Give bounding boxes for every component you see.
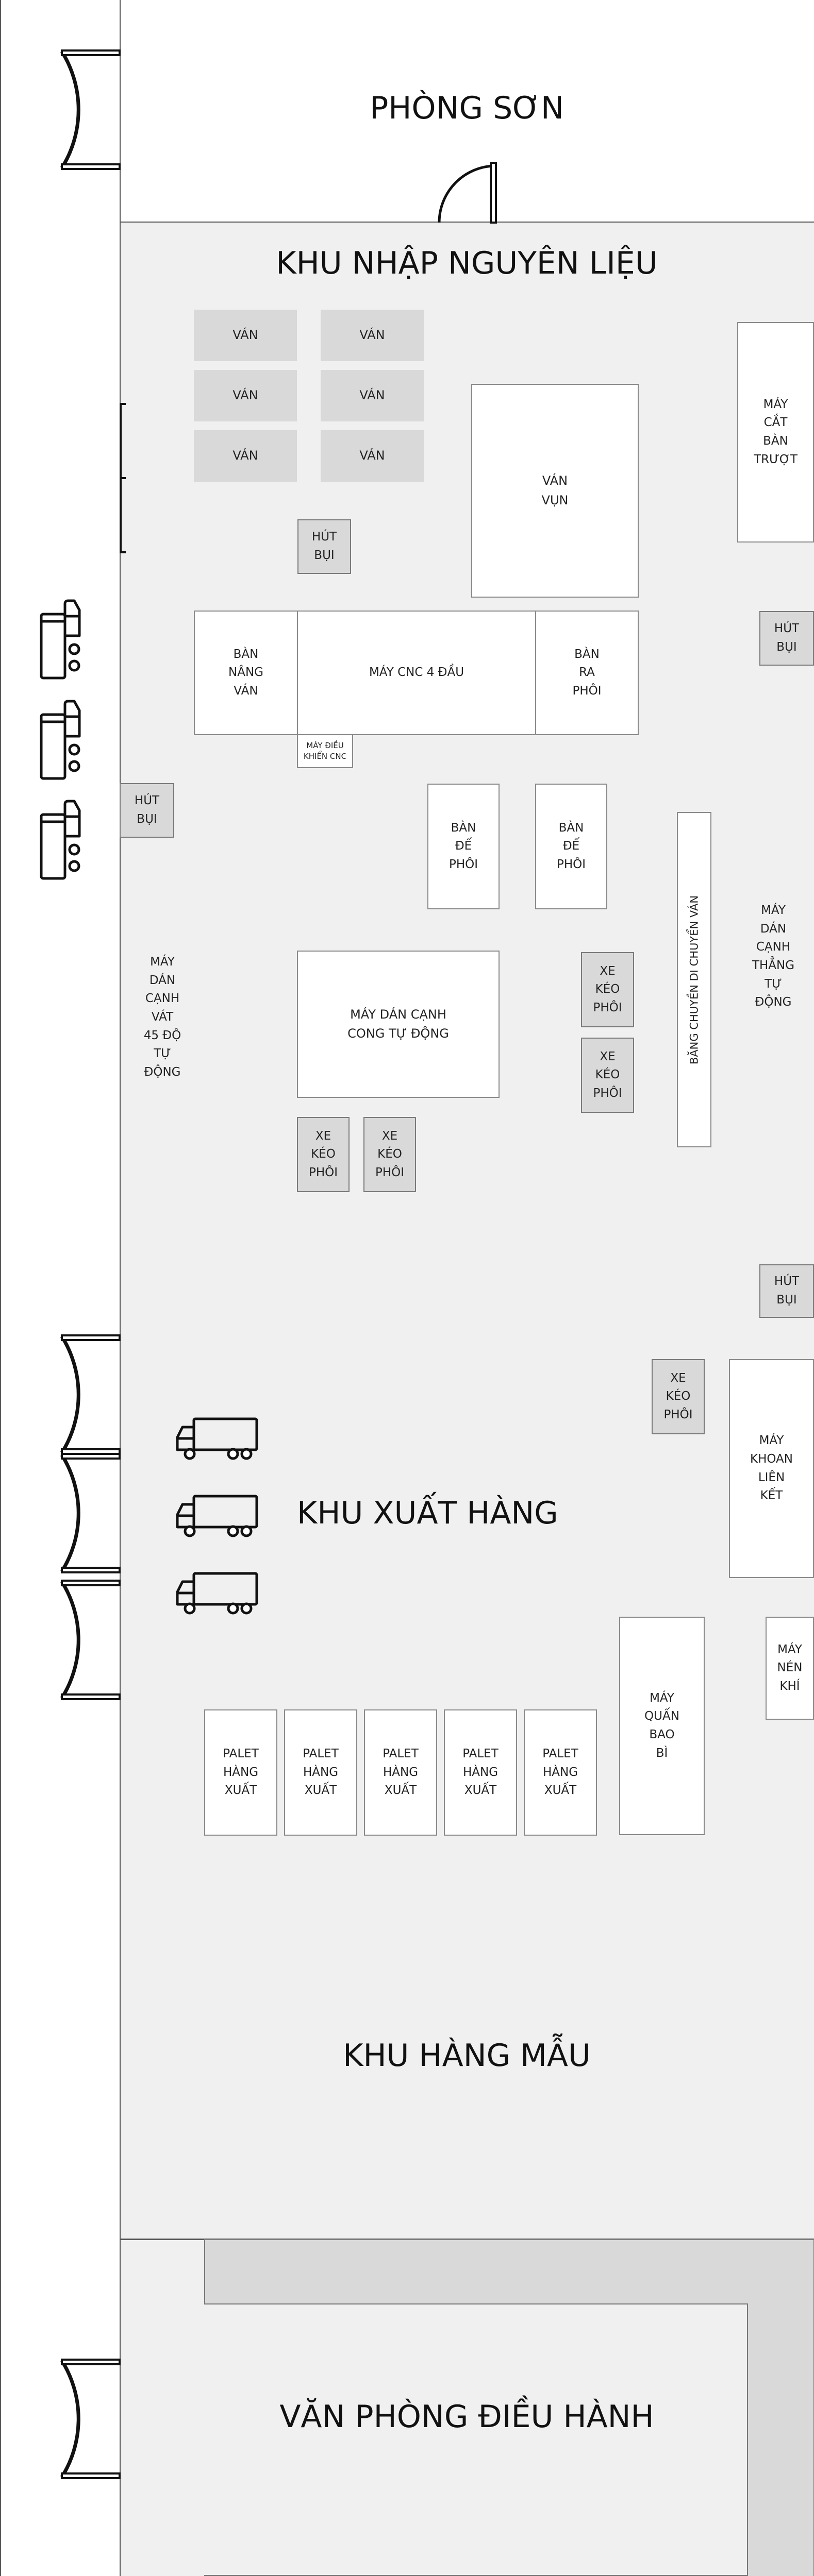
blank-cart: XE KÉO PHÔI — [297, 1117, 350, 1192]
material-intake-title: KHU NHẬP NGUYÊN LIỆU — [276, 245, 658, 281]
blank-cart: XE KÉO PHÔI — [363, 1117, 416, 1192]
board-stack: VÁN — [194, 430, 297, 482]
office-title: VĂN PHÒNG ĐIỀU HÀNH — [279, 2399, 654, 2435]
bevel-edge-bander-label: MÁY DÁN CẠNH VÁT 45 ĐỘ TỰ ĐỘNG — [143, 955, 181, 1079]
air-compressor: MÁY NÉN KHÍ — [766, 1617, 814, 1720]
production-floor — [120, 222, 814, 2239]
dust-collector: HÚT BỤI — [759, 1264, 814, 1318]
dust-collector: HÚT BỤI — [297, 519, 351, 574]
export-pallet: PALET HÀNG XUẤT — [204, 1709, 277, 1836]
paint-room-entry-door-icon — [58, 50, 122, 170]
straight-edge-bander-label: MÁY DÁN CẠNH THẲNG TỰ ĐỘNG — [752, 904, 795, 1009]
wrapping-machine: MÁY QUẤN BAO BÌ — [619, 1617, 705, 1835]
dust-collector: HÚT BỤI — [759, 611, 814, 666]
blank-cart: XE KÉO PHÔI — [581, 952, 634, 1027]
office-door-icon — [58, 2360, 122, 2479]
export-pallet: PALET HÀNG XUẤT — [364, 1709, 437, 1836]
board-stack: VÁN — [194, 310, 297, 361]
export-pallet: PALET HÀNG XUẤT — [524, 1709, 597, 1836]
shipping-door-icon — [58, 1335, 122, 1455]
blank-table: BÀN ĐẾ PHÔI — [535, 784, 607, 909]
truck-icon — [175, 1494, 260, 1539]
scrap-board-area: VÁN VỤN — [471, 384, 639, 598]
truck-icon — [175, 1417, 260, 1462]
outer-left-wall — [0, 0, 1, 2576]
board-lift-table: BÀN NÂNG VÁN — [194, 611, 298, 735]
blank-cart: XE KÉO PHÔI — [581, 1038, 634, 1113]
board-stack: VÁN — [321, 430, 424, 482]
blank-cart: XE KÉO PHÔI — [652, 1359, 705, 1434]
paint-room-door-icon — [433, 160, 500, 227]
truck-icon — [38, 699, 82, 781]
wall-window-mullion — [122, 477, 126, 479]
blank-output-table: BÀN RA PHÔI — [535, 611, 639, 735]
shipping-zone-title: KHU XUẤT HÀNG — [297, 1495, 558, 1531]
export-pallet: PALET HÀNG XUẤT — [444, 1709, 517, 1836]
cnc-4-head-machine: MÁY CNC 4 ĐẦU — [297, 611, 536, 735]
paint-room-title: PHÒNG SƠN — [370, 90, 564, 126]
curve-edge-bander: MÁY DÁN CẠNH CONG TỰ ĐỘNG — [297, 951, 500, 1098]
conveyor-label: BĂNG CHUYỀN DI CHUYỂN VÁN — [688, 895, 701, 1065]
sample-zone-title: KHU HÀNG MẪU — [343, 2038, 591, 2074]
dust-collector: HÚT BỤI — [120, 783, 174, 838]
truck-icon — [38, 599, 82, 680]
export-pallet: PALET HÀNG XUẤT — [284, 1709, 357, 1836]
board-stack: VÁN — [321, 310, 424, 361]
panel-saw: MÁY CẮT BÀN TRƯỢT — [737, 322, 814, 543]
shipping-door-icon — [58, 1581, 122, 1700]
shipping-door-icon — [58, 1454, 122, 1573]
cnc-controller: MÁY ĐIỀU KHIỂN CNC — [297, 734, 353, 768]
drilling-machine: MÁY KHOAN LIÊN KẾT — [729, 1359, 814, 1578]
truck-icon — [175, 1571, 260, 1617]
blank-table: BÀN ĐẾ PHÔI — [427, 784, 500, 909]
truck-icon — [38, 799, 82, 880]
board-stack: VÁN — [194, 370, 297, 421]
board-stack: VÁN — [321, 370, 424, 421]
